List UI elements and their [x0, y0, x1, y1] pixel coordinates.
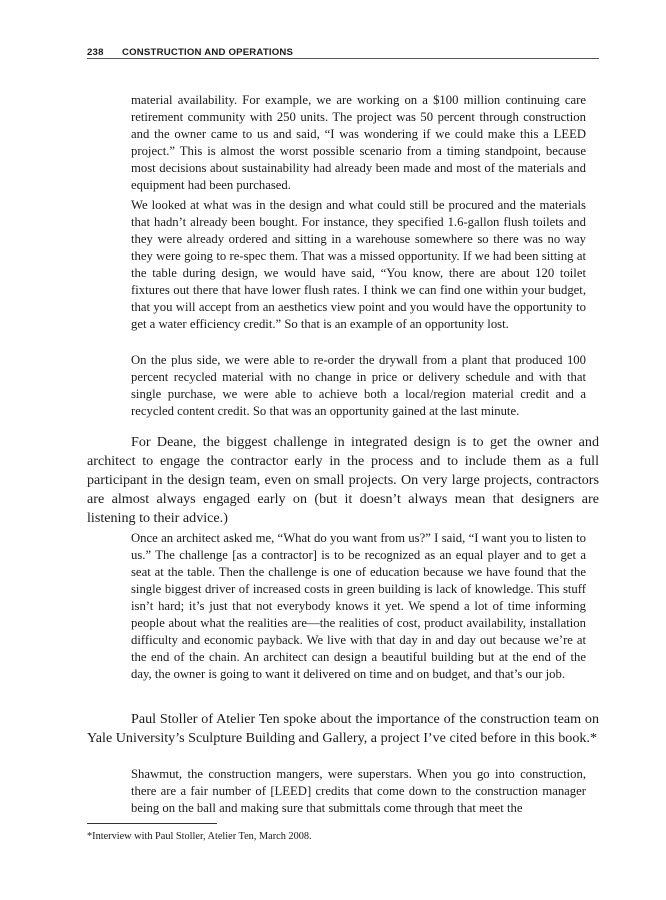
excerpt-paragraph: Once an architect asked me, “What do you want from us?” I said, “I want you to listen to us.” The challenge [as a contractor] is to be recognized as an equal player and to get a seat at the table. Then the challenge is one of education because we have found that the single biggest driver of increased costs in green building is lack of knowledge. This stuff isn’t hard; it’s just that not everybody knows it yet. We spend a lot of time informing people about what the realities are—the realities of cost, product availability, installation difficulty and economic payback. We live with that day in and day out because we’re at the end of the chain. An architect can design a beautiful building but at the end of the day, the owner is going to want it delivered on time and on budget, and that’s our job. [131, 531, 586, 681]
excerpt-paragraph: We looked at what was in the design and what could still be procured and the materials that hadn’t already been bought. For instance, they specified 1.6-gallon flush toilets and they were already ordered and sitting in a warehouse somewhere so there was no way they were going to re-spec them. That was a missed opportunity. If we had been sitting at the table during design, we would have said, “You know, there are about 120 toilet fixtures out there that have lower flush rates. I think we can find one within your budget, that you will accept from an aesthetics view point and you would have the opportunity to get a water efficiency credit.” So that is an example of an opportunity lost. [131, 198, 586, 331]
page-number: 238 [87, 47, 104, 58]
chapter-title: CONSTRUCTION AND OPERATIONS [122, 47, 294, 58]
body-paragraph: For Deane, the biggest challenge in integrated design is to get the owner and architect to engage the contractor early in the process and to include them as a full participant in the design team, even on small projects. On very large projects, contractors are almost always engaged early on (but it doesn’t always mean that designers are listening to their advice.) [87, 434, 599, 526]
header-rule [87, 58, 599, 59]
excerpt-paragraph: On the plus side, we were able to re-order the drywall from a plant that produced 100 percent recycled material with no change in price or delivery schedule and with that single purchase, we were able to achieve both a local/region material credit and a recycled content credit. So that was an opportunity gained at the last minute. [131, 353, 586, 418]
footnote: *Interview with Paul Stoller, Atelier Ten, March 2008. [87, 831, 312, 842]
footnote-rule [87, 823, 217, 824]
excerpt-paragraph: Shawmut, the construction mangers, were superstars. When you go into construction, there are a fair number of [LEED] credits that come down to the construction manager being on the ball and making sure that submittals come through that meet the [131, 767, 586, 815]
body-paragraph: Paul Stoller of Atelier Ten spoke about the importance of the construction team on Yale University’s Sculpture Building and Gallery, a project I’ve cited before in this book.* [87, 711, 599, 746]
excerpt-paragraph: material availability. For example, we are working on a $100 million continuing care retirement community with 250 units. The project was 50 percent through construction and the owner came to us and said, “I was wondering if we could make this a LEED project.” This is almost the worst possible scenario from a timing standpoint, because most decisions about sustainability had already been made and most of the materials and equipment had been purchased. [131, 93, 586, 192]
